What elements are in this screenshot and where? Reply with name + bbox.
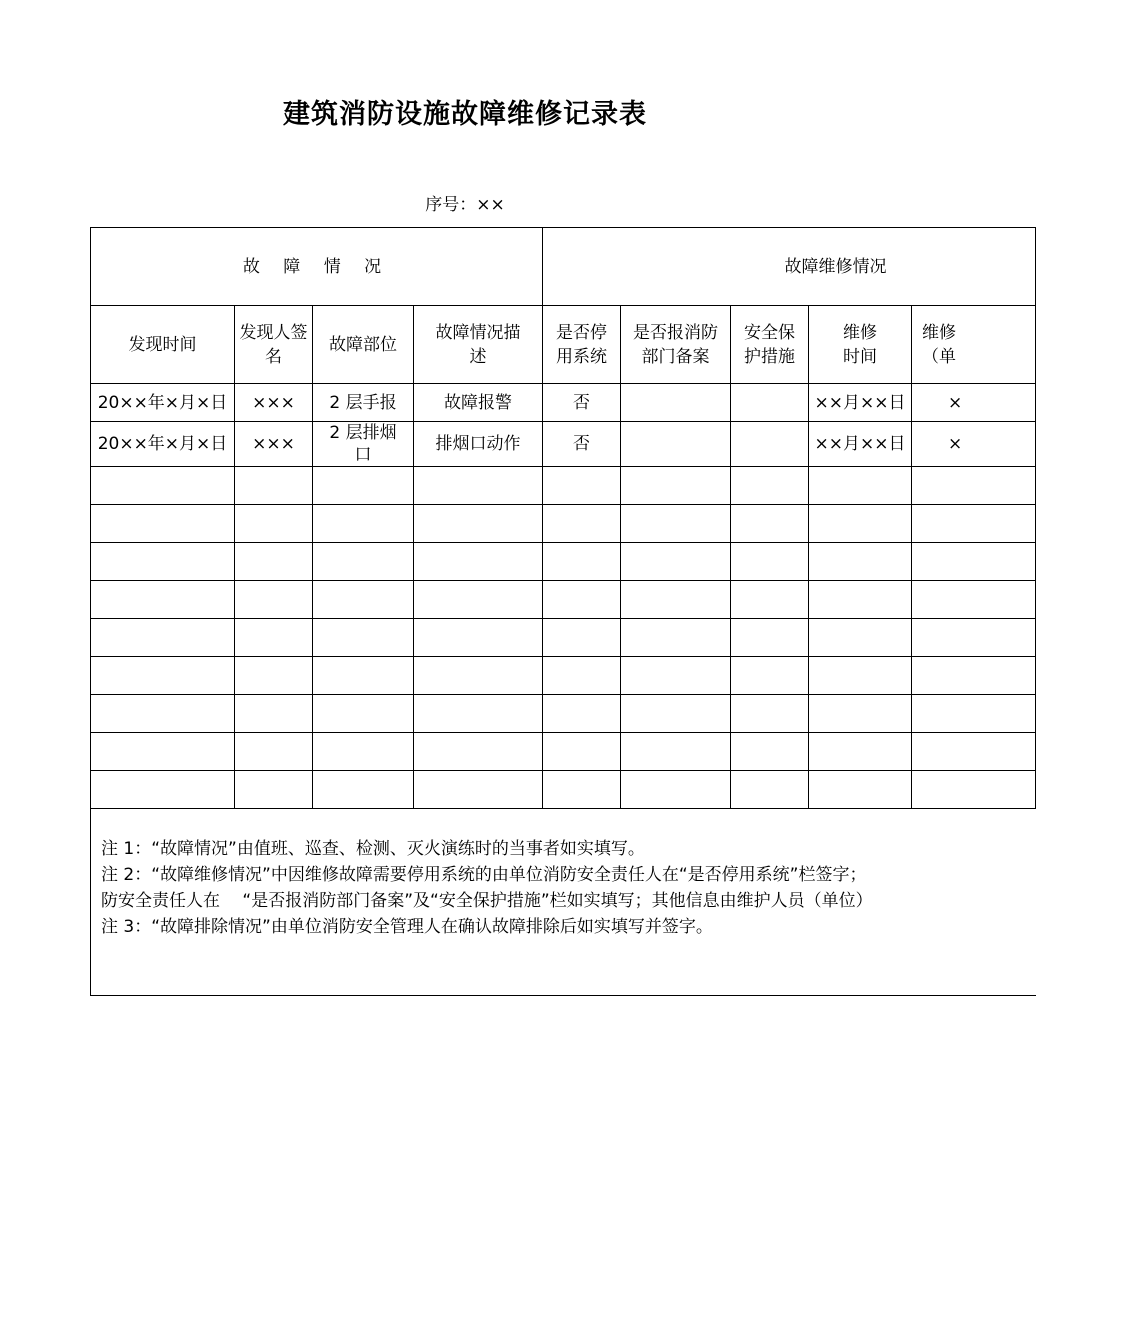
empty-table-row bbox=[91, 505, 1036, 543]
empty-cell bbox=[313, 771, 414, 809]
cell-system-disabled: 否 bbox=[543, 384, 621, 422]
empty-cell bbox=[235, 543, 313, 581]
empty-cell bbox=[543, 543, 621, 581]
empty-cell bbox=[543, 619, 621, 657]
empty-cell bbox=[414, 695, 543, 733]
col-header-discovery-time: 发现时间 bbox=[91, 306, 235, 384]
empty-cell bbox=[731, 695, 809, 733]
group-header-repair: 故障维修情况 bbox=[543, 228, 1036, 306]
repair-record-table bbox=[90, 227, 1036, 996]
col-header-discoverer-signature: 发现人签 名 bbox=[235, 306, 313, 384]
empty-cell bbox=[543, 657, 621, 695]
empty-cell bbox=[809, 695, 912, 733]
table-row bbox=[91, 384, 1036, 422]
empty-cell bbox=[731, 771, 809, 809]
empty-cell bbox=[414, 467, 543, 505]
col-header-fault-location: 故障部位 bbox=[313, 306, 414, 384]
empty-cell bbox=[912, 695, 1036, 733]
empty-cell bbox=[621, 733, 731, 771]
col-header-safety-measures: 安全保护措施 bbox=[731, 306, 809, 384]
empty-cell bbox=[621, 771, 731, 809]
empty-cell bbox=[414, 733, 543, 771]
col-header-fault-description: 故障情况描述 bbox=[414, 306, 543, 384]
empty-table-row bbox=[91, 543, 1036, 581]
empty-cell bbox=[731, 543, 809, 581]
empty-cell bbox=[731, 581, 809, 619]
cell-fault-description: 故障报警 bbox=[414, 384, 543, 422]
empty-table-row bbox=[91, 695, 1036, 733]
empty-cell bbox=[543, 733, 621, 771]
col-header-system-disabled: 是否停用系统 bbox=[543, 306, 621, 384]
empty-cell bbox=[313, 467, 414, 505]
empty-cell bbox=[91, 771, 235, 809]
empty-cell bbox=[731, 657, 809, 695]
empty-cell bbox=[809, 619, 912, 657]
group-header-fault: 故 障 情 况 bbox=[91, 228, 543, 306]
cell-discovery-time: 20××年×月×日 bbox=[91, 384, 235, 422]
cell-fire-dept-filing bbox=[621, 384, 731, 422]
cell-discoverer: ××× bbox=[235, 384, 313, 422]
empty-cell bbox=[912, 505, 1036, 543]
empty-cell bbox=[543, 505, 621, 543]
empty-cell bbox=[235, 695, 313, 733]
empty-cell bbox=[91, 695, 235, 733]
empty-cell bbox=[621, 581, 731, 619]
empty-cell bbox=[731, 733, 809, 771]
empty-cell bbox=[731, 619, 809, 657]
cell-discoverer: ××× bbox=[235, 422, 313, 467]
empty-cell bbox=[809, 581, 912, 619]
empty-cell bbox=[912, 543, 1036, 581]
cell-repair-unit: × bbox=[912, 384, 1036, 422]
empty-cell bbox=[621, 543, 731, 581]
cell-safety-measures bbox=[731, 422, 809, 467]
col-header-fire-dept-filing: 是否报消防部门备案 bbox=[621, 306, 731, 384]
empty-cell bbox=[912, 733, 1036, 771]
empty-cell bbox=[313, 657, 414, 695]
empty-cell bbox=[543, 467, 621, 505]
cell-fault-description: 排烟口动作 bbox=[414, 422, 543, 467]
empty-cell bbox=[313, 695, 414, 733]
empty-cell bbox=[731, 467, 809, 505]
empty-table-row bbox=[91, 619, 1036, 657]
empty-rows bbox=[91, 467, 1036, 809]
empty-cell bbox=[912, 657, 1036, 695]
empty-cell bbox=[912, 581, 1036, 619]
empty-cell bbox=[91, 657, 235, 695]
empty-cell bbox=[414, 505, 543, 543]
col-header-repair-time: 维修时间 bbox=[809, 306, 912, 384]
empty-cell bbox=[414, 543, 543, 581]
empty-cell bbox=[621, 467, 731, 505]
empty-cell bbox=[621, 505, 731, 543]
cell-discovery-time: 20××年×月×日 bbox=[91, 422, 235, 467]
empty-cell bbox=[809, 657, 912, 695]
serial-number: 序号：×× bbox=[425, 195, 505, 215]
empty-cell bbox=[621, 695, 731, 733]
empty-cell bbox=[313, 543, 414, 581]
empty-cell bbox=[235, 581, 313, 619]
empty-cell bbox=[91, 505, 235, 543]
empty-table-row bbox=[91, 467, 1036, 505]
empty-cell bbox=[313, 505, 414, 543]
empty-cell bbox=[414, 657, 543, 695]
empty-cell bbox=[91, 543, 235, 581]
cell-system-disabled: 否 bbox=[543, 422, 621, 467]
empty-cell bbox=[543, 581, 621, 619]
empty-cell bbox=[912, 467, 1036, 505]
empty-cell bbox=[235, 619, 313, 657]
note-2-continued: 防安全责任人在 “是否报消防部门备案”及“安全保护措施”栏如实填写；其他信息由维护人员（单位） bbox=[101, 891, 873, 911]
cell-repair-unit: × bbox=[912, 422, 1036, 467]
empty-table-row bbox=[91, 581, 1036, 619]
empty-cell bbox=[235, 657, 313, 695]
empty-cell bbox=[235, 733, 313, 771]
empty-cell bbox=[543, 695, 621, 733]
empty-cell bbox=[91, 733, 235, 771]
empty-cell bbox=[621, 619, 731, 657]
empty-cell bbox=[313, 581, 414, 619]
cell-fault-location: 2 层排烟口 bbox=[313, 422, 414, 467]
empty-cell bbox=[414, 619, 543, 657]
empty-table-row bbox=[91, 733, 1036, 771]
repair-record-table-wrapper bbox=[90, 227, 963, 996]
empty-cell bbox=[414, 771, 543, 809]
empty-cell bbox=[809, 543, 912, 581]
empty-cell bbox=[235, 467, 313, 505]
note-1: 注 1：“故障情况”由值班、巡查、检测、灭火演练时的当事者如实填写。 bbox=[101, 839, 645, 859]
empty-cell bbox=[809, 771, 912, 809]
note-3: 注 3：“故障排除情况”由单位消防安全管理人在确认故障排除后如实填写并签字。 bbox=[101, 917, 713, 937]
cell-fault-location: 2 层手报 bbox=[313, 384, 414, 422]
empty-cell bbox=[809, 733, 912, 771]
empty-cell bbox=[235, 505, 313, 543]
table-row bbox=[91, 422, 1036, 467]
cell-fire-dept-filing bbox=[621, 422, 731, 467]
empty-table-row bbox=[91, 771, 1036, 809]
col-header-repair-unit: 维修（单 bbox=[912, 306, 1036, 384]
document-title: 建筑消防设施故障维修记录表 bbox=[283, 99, 647, 130]
empty-cell bbox=[313, 733, 414, 771]
empty-cell bbox=[91, 619, 235, 657]
empty-cell bbox=[91, 581, 235, 619]
empty-cell bbox=[235, 771, 313, 809]
empty-cell bbox=[731, 505, 809, 543]
cell-repair-time: ××月××日 bbox=[809, 384, 912, 422]
empty-cell bbox=[621, 657, 731, 695]
empty-cell bbox=[313, 619, 414, 657]
empty-table-row bbox=[91, 657, 1036, 695]
empty-cell bbox=[809, 467, 912, 505]
cell-repair-time: ××月××日 bbox=[809, 422, 912, 467]
empty-cell bbox=[809, 505, 912, 543]
empty-cell bbox=[912, 619, 1036, 657]
empty-cell bbox=[912, 771, 1036, 809]
cell-safety-measures bbox=[731, 384, 809, 422]
note-2: 注 2：“故障维修情况”中因维修故障需要停用系统的由单位消防安全责任人在“是否停用系统”栏签字； bbox=[101, 865, 867, 885]
empty-cell bbox=[414, 581, 543, 619]
empty-cell bbox=[91, 467, 235, 505]
empty-cell bbox=[543, 771, 621, 809]
notes-cell bbox=[91, 809, 1036, 996]
